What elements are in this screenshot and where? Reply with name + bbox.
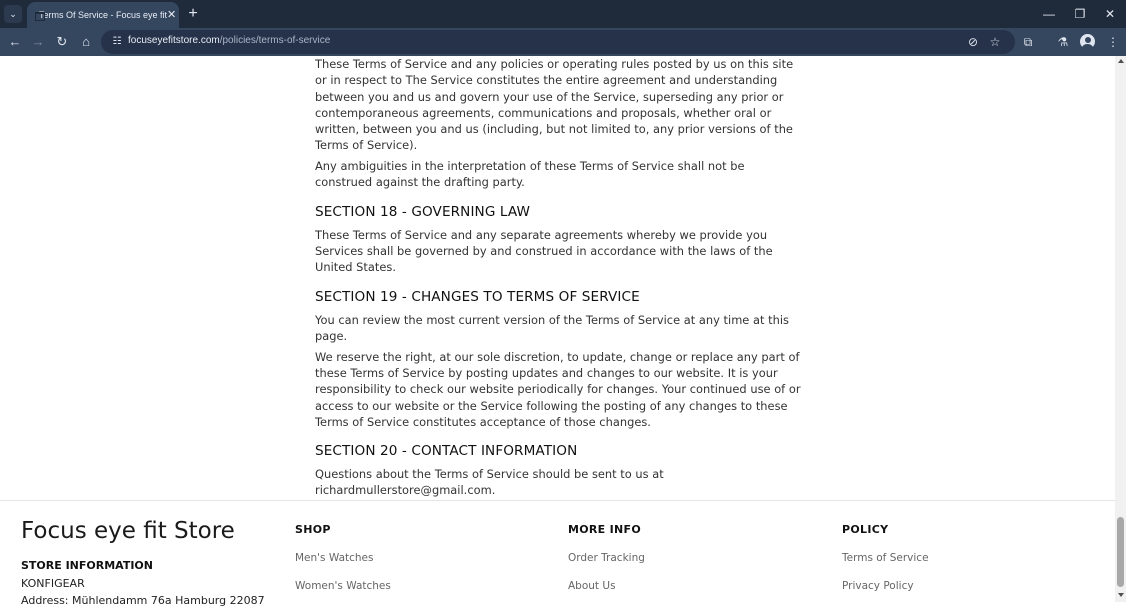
footer-link-privacy-policy[interactable]: Privacy Policy	[842, 580, 914, 592]
site-info-tune-icon[interactable]: ☷	[112, 36, 122, 47]
labs-flask-icon[interactable]: ⚗	[1057, 35, 1069, 49]
section19-paragraph-2: We reserve the right, at our sole discretion, to update, change or replace any part of these Terms of Service by posting updates and changes to our website. It is your responsibility to check our website periodically for changes. Your continued use of or access to our website or the Service following the posting of any changes to these Terms of Service constitutes acceptance of those changes.	[315, 349, 801, 429]
store-information-heading: STORE INFORMATION	[21, 559, 153, 572]
section17-paragraph-2: Any ambiguities in the interpretation of these Terms of Service shall not be construed against the drafting party.	[315, 159, 745, 190]
restore-icon[interactable]: ❐	[1074, 7, 1086, 21]
policy-content	[315, 56, 805, 503]
tab-title: Terms Of Service - Focus eye fit	[39, 10, 168, 20]
scroll-down-arrow-icon[interactable]	[1118, 593, 1124, 597]
bookmark-star-icon[interactable]: ☆	[989, 35, 1001, 49]
store-address: Address: Mühlendamm 76a Hamburg 22087	[21, 594, 265, 607]
extensions-puzzle-icon[interactable]: ⧉	[1023, 35, 1033, 49]
section20-paragraph-1: Questions about the Terms of Service should be sent to us at richardmullerstore@gmail.com.	[315, 467, 664, 498]
tab-close-icon[interactable]: ✕	[167, 9, 177, 21]
close-window-icon[interactable]: ✕	[1104, 7, 1116, 21]
policy-heading: POLICY	[842, 523, 889, 536]
footer-link-order-tracking[interactable]: Order Tracking	[568, 552, 645, 564]
url-path: /policies/terms-of-service	[219, 35, 331, 46]
browser-tab-strip	[0, 0, 1126, 28]
footer-link-about-us[interactable]: About Us	[568, 580, 616, 592]
page-viewport	[0, 56, 1115, 607]
footer-brand-name: Focus eye fit Store	[21, 518, 235, 544]
shop-heading: SHOP	[295, 523, 331, 536]
scroll-up-arrow-icon[interactable]	[1118, 59, 1124, 63]
home-icon[interactable]: ⌂	[82, 34, 90, 49]
footer-link-womens-watches[interactable]: Women's Watches	[295, 580, 391, 592]
section19-paragraph-1: You can review the most current version of the Terms of Service at any time at this page.	[315, 312, 789, 343]
url-text[interactable]	[128, 35, 330, 46]
back-arrow-left-icon[interactable]: ←	[8, 34, 22, 49]
tab-list-chevron-down-icon[interactable]: ⌄	[4, 5, 22, 23]
store-name: KONFIGEAR	[21, 577, 85, 590]
eye-off-icon[interactable]: ⊘	[967, 35, 979, 49]
reload-icon[interactable]: ↻	[56, 34, 68, 49]
minimize-icon[interactable]: —	[1043, 7, 1055, 21]
forward-arrow-right-icon[interactable]: →	[31, 34, 45, 49]
section19-heading: SECTION 19 - CHANGES TO TERMS OF SERVICE	[315, 288, 640, 305]
section20-heading: SECTION 20 - CONTACT INFORMATION	[315, 443, 578, 460]
footer-divider	[0, 500, 1115, 501]
section17-paragraph-1: These Terms of Service and any policies or operating rules posted by us on this site or in respect to The Service constitutes the entire agreement and understanding between you and us and govern your use of the Service, superseding any prior or contemporaneous agreements, communications and proposals, whether oral or written, between you and us (including, but not limited to, any prior versions of the Terms of Service).	[315, 57, 794, 153]
more-info-heading: MORE INFO	[568, 523, 641, 536]
menu-kebab-icon[interactable]: ⋮	[1107, 35, 1119, 49]
footer-link-terms-of-service[interactable]: Terms of Service	[842, 552, 929, 564]
new-tab-plus-icon[interactable]: +	[188, 5, 198, 22]
url-host: focuseyefitstore.com	[128, 35, 220, 46]
page-scrollbar[interactable]	[1115, 56, 1126, 602]
footer-link-mens-watches[interactable]: Men's Watches	[295, 552, 374, 564]
profile-account-icon[interactable]	[1080, 34, 1095, 49]
section18-paragraph-1: These Terms of Service and any separate agreements whereby we provide you Services shall be governed by and construed in accordance with the laws of the United States.	[315, 227, 773, 275]
active-tab[interactable]	[27, 2, 179, 28]
browser-toolbar	[0, 28, 1126, 56]
address-bar[interactable]	[101, 30, 1015, 54]
section18-heading: SECTION 18 - GOVERNING LAW	[315, 203, 531, 220]
scroll-thumb[interactable]	[1117, 517, 1124, 587]
